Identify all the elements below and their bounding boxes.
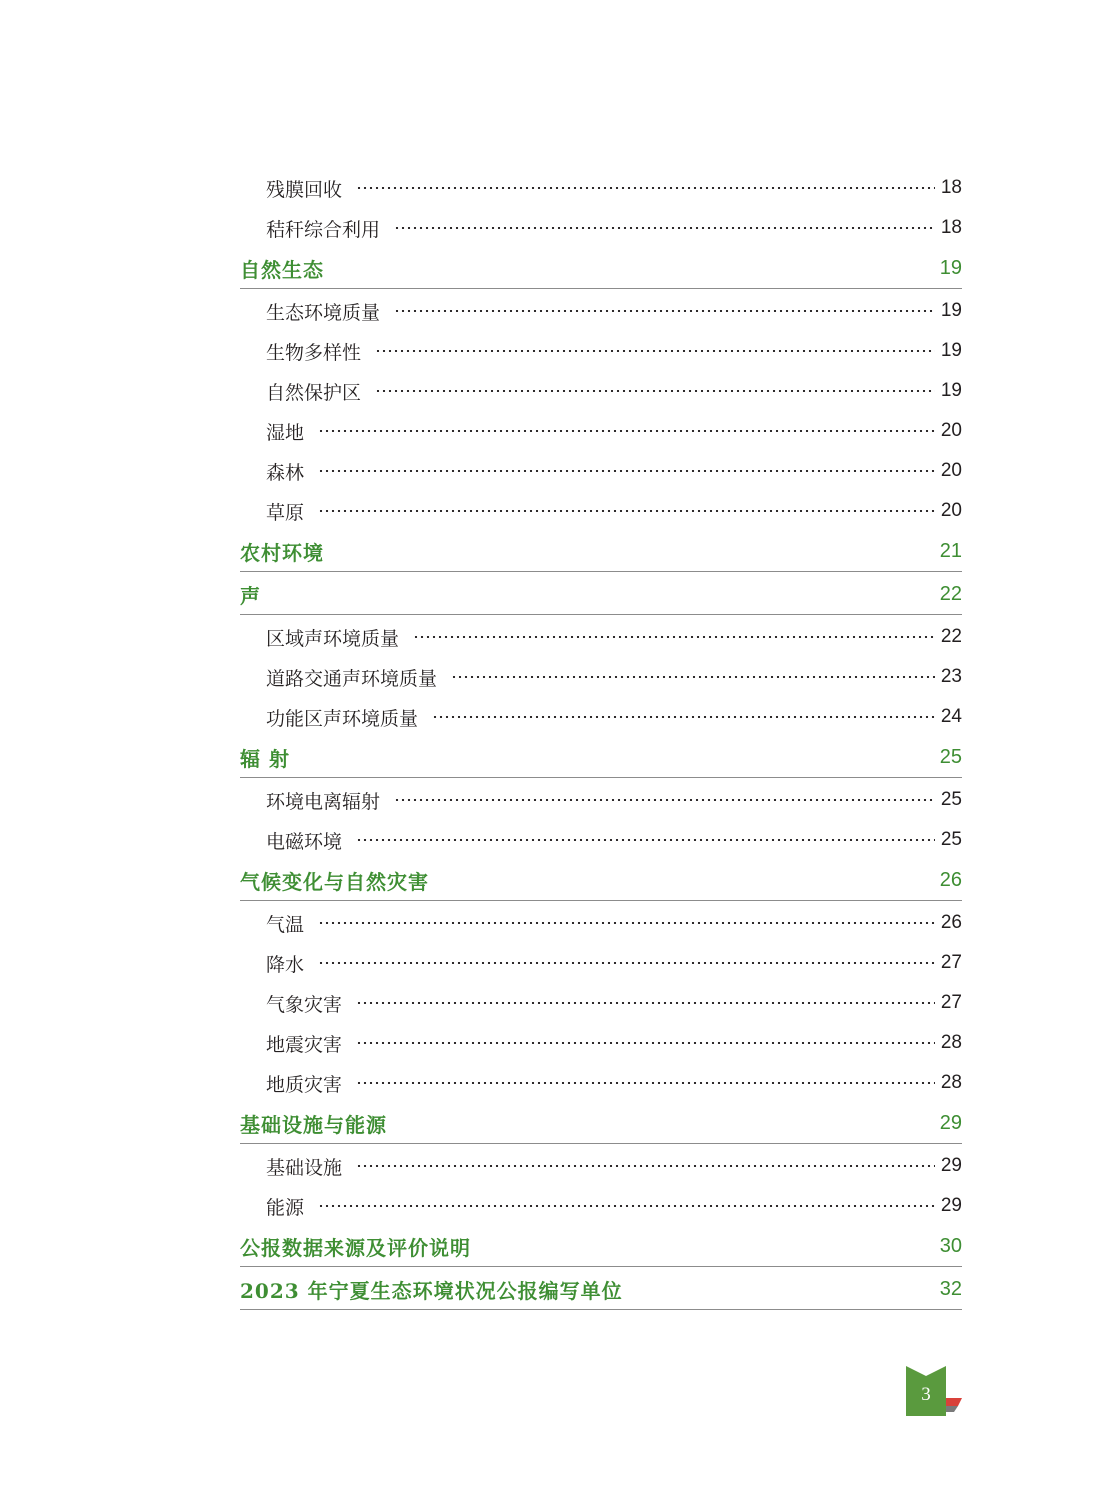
dot-leader — [432, 716, 935, 718]
toc-entry-title: 基础设施 — [266, 1156, 343, 1179]
toc-page-number: 27 — [940, 952, 962, 973]
dot-leader — [318, 922, 935, 924]
toc-entry-title: 2023 年宁夏生态环境状况公报编写单位 — [240, 1278, 623, 1303]
toc-page-number: 18 — [940, 217, 962, 238]
toc-page-number: 28 — [940, 1072, 962, 1093]
toc-page-number: 19 — [940, 300, 962, 321]
toc-page-number: 27 — [940, 992, 962, 1013]
page-number: 3 — [921, 1384, 931, 1405]
toc-page-number: 21 — [939, 539, 962, 562]
toc-page-number: 20 — [940, 500, 962, 521]
toc-page-number: 22 — [939, 582, 962, 605]
dot-leader — [356, 187, 935, 189]
dot-leader — [394, 799, 935, 801]
toc-page-number: 19 — [940, 340, 962, 361]
toc-section-heading[interactable] — [240, 1269, 962, 1310]
toc-page-number: 29 — [940, 1195, 962, 1216]
toc-page-number: 26 — [940, 912, 962, 933]
toc-section-heading[interactable] — [240, 574, 962, 615]
toc-entry-title: 残膜回收 — [266, 178, 343, 201]
toc-section-heading[interactable] — [240, 248, 962, 289]
dot-leader — [356, 1042, 935, 1044]
toc-page-number: 29 — [939, 1111, 962, 1134]
toc-page-number: 28 — [940, 1032, 962, 1053]
dot-leader — [394, 310, 935, 312]
toc-entry-title: 森林 — [266, 461, 305, 484]
toc-entry-title: 草原 — [266, 501, 305, 524]
toc-entry-title: 电磁环境 — [266, 830, 343, 853]
toc-entry-title: 环境电离辐射 — [266, 790, 381, 813]
table-of-contents — [240, 168, 962, 1312]
toc-entry-title: 能源 — [266, 1196, 305, 1219]
dot-leader — [394, 227, 935, 229]
toc-page-number: 19 — [940, 380, 962, 401]
toc-entry-title: 气象灾害 — [266, 993, 343, 1016]
toc-page-number: 29 — [940, 1155, 962, 1176]
toc-entry[interactable] — [240, 657, 962, 697]
toc-entry-title: 声 — [240, 583, 261, 608]
toc-entry[interactable] — [240, 371, 962, 411]
toc-entry[interactable] — [240, 291, 962, 331]
toc-page-number: 25 — [940, 789, 962, 810]
toc-entry-title: 湿地 — [266, 421, 305, 444]
toc-entry[interactable] — [240, 943, 962, 983]
toc-section-heading[interactable] — [240, 1226, 962, 1267]
dot-leader — [356, 1165, 935, 1167]
dot-leader — [375, 390, 935, 392]
toc-entry-title: 生态环境质量 — [266, 301, 381, 324]
toc-entry[interactable] — [240, 451, 962, 491]
toc-page-number: 23 — [940, 666, 962, 687]
dot-leader — [375, 350, 935, 352]
toc-entry-title: 生物多样性 — [266, 341, 362, 364]
toc-entry-title: 功能区声环境质量 — [266, 707, 419, 730]
toc-page-number: 20 — [940, 420, 962, 441]
dot-leader — [318, 470, 935, 472]
dot-leader — [318, 510, 935, 512]
dot-leader — [356, 1082, 935, 1084]
toc-entry-title: 区域声环境质量 — [266, 627, 400, 650]
toc-entry[interactable] — [240, 903, 962, 943]
toc-page-number: 32 — [939, 1277, 962, 1300]
toc-entry[interactable] — [240, 1023, 962, 1063]
toc-entry[interactable] — [240, 820, 962, 860]
toc-entry-title: 自然生态 — [240, 257, 324, 282]
toc-entry[interactable] — [240, 780, 962, 820]
toc-section-heading[interactable] — [240, 737, 962, 778]
toc-page-number: 22 — [940, 626, 962, 647]
toc-page-number: 25 — [940, 829, 962, 850]
toc-entry[interactable] — [240, 1186, 962, 1226]
toc-entry[interactable] — [240, 983, 962, 1023]
dot-leader — [413, 636, 935, 638]
toc-entry-title: 自然保护区 — [266, 381, 362, 404]
toc-entry[interactable] — [240, 697, 962, 737]
dot-leader — [318, 430, 935, 432]
toc-section-heading[interactable] — [240, 860, 962, 901]
page-number-badge — [906, 1366, 946, 1416]
dot-leader — [451, 676, 935, 678]
dot-leader — [356, 839, 935, 841]
toc-entry[interactable] — [240, 208, 962, 248]
toc-entry-title: 降水 — [266, 953, 305, 976]
toc-entry-title: 道路交通声环境质量 — [266, 667, 438, 690]
toc-entry-title: 基础设施与能源 — [240, 1112, 387, 1137]
toc-entry[interactable] — [240, 331, 962, 371]
toc-page-number: 30 — [939, 1234, 962, 1257]
toc-entry-title: 气候变化与自然灾害 — [240, 869, 429, 894]
toc-section-heading[interactable] — [240, 531, 962, 572]
toc-entry-title: 秸秆综合利用 — [266, 218, 381, 241]
toc-page-number: 25 — [939, 745, 962, 768]
toc-section-heading[interactable] — [240, 1103, 962, 1144]
toc-entry[interactable] — [240, 1146, 962, 1186]
toc-entry[interactable] — [240, 168, 962, 208]
toc-entry-title: 公报数据来源及评价说明 — [240, 1235, 471, 1260]
toc-entry-title: 气温 — [266, 913, 305, 936]
toc-entry[interactable] — [240, 411, 962, 451]
toc-entry-title: 地质灾害 — [266, 1073, 343, 1096]
dot-leader — [318, 962, 935, 964]
toc-entry-title: 地震灾害 — [266, 1033, 343, 1056]
toc-entry[interactable] — [240, 617, 962, 657]
toc-page-number: 24 — [940, 706, 962, 727]
toc-entry-title: 农村环境 — [240, 540, 324, 565]
toc-entry[interactable] — [240, 491, 962, 531]
toc-page-number: 18 — [940, 177, 962, 198]
dot-leader — [318, 1205, 935, 1207]
dot-leader — [356, 1002, 935, 1004]
toc-entry[interactable] — [240, 1063, 962, 1103]
toc-entry-title: 辐 射 — [240, 746, 290, 771]
toc-page-number: 26 — [939, 868, 962, 891]
toc-page-number: 19 — [939, 256, 962, 279]
toc-page-number: 20 — [940, 460, 962, 481]
